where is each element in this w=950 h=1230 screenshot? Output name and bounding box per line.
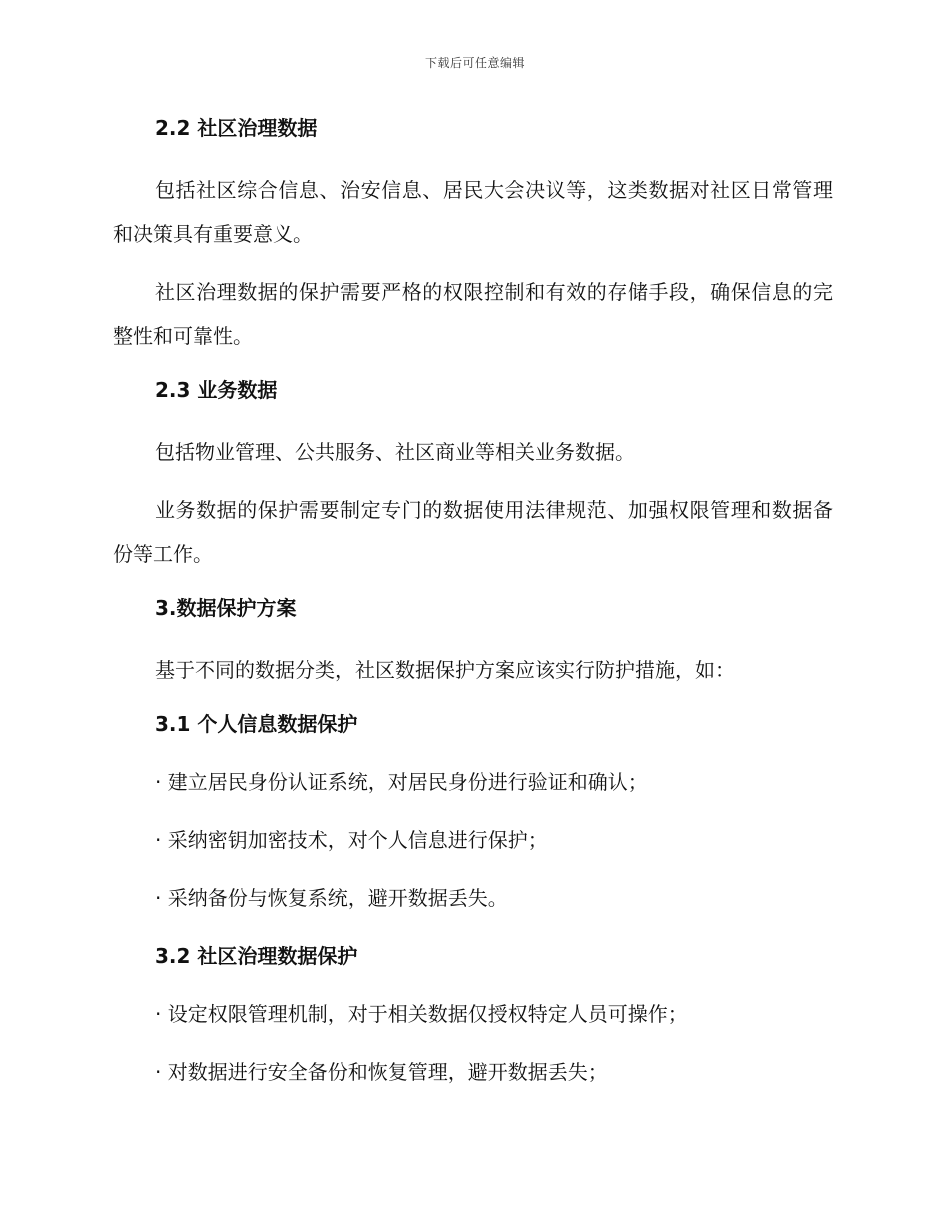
section-heading-2-2: 2.2 社区治理数据 [155, 116, 318, 140]
section-heading-3-2: 3.2 社区治理数据保护 [155, 944, 358, 968]
document-body [113, 110, 833, 1090]
list-item: · 对数据进行安全备份和恢复管理，避开数据丢失； [155, 1060, 608, 1084]
list-item: · 建立居民身份认证系统，对居民身份进行验证和确认； [155, 770, 648, 794]
paragraph: 包括社区综合信息、治安信息、居民大会决议等，这类数据对社区日常管理和决策具有重要意义。 [113, 178, 833, 246]
list-item: · 设定权限管理机制，对于相关数据仅授权特定人员可操作； [155, 1002, 688, 1026]
paragraph: 包括物业管理、公共服务、社区商业等相关业务数据。 [155, 440, 635, 464]
list-item: · 采纳备份与恢复系统，避开数据丢失。 [155, 886, 508, 910]
page-header-note: 下载后可任意编辑 [424, 56, 525, 70]
section-heading-2-3: 2.3 业务数据 [155, 378, 278, 402]
section-heading-3: 3.数据保护方案 [155, 596, 297, 620]
list-item: · 采纳密钥加密技术，对个人信息进行保护； [155, 828, 548, 852]
section-heading-3-1: 3.1 个人信息数据保护 [155, 712, 358, 736]
paragraph: 业务数据的保护需要制定专门的数据使用法律规范、加强权限管理和数据备份等工作。 [113, 498, 833, 566]
paragraph: 基于不同的数据分类，社区数据保护方案应该实行防护措施，如： [155, 658, 735, 682]
paragraph: 社区治理数据的保护需要严格的权限控制和有效的存储手段，确保信息的完整性和可靠性。 [113, 280, 833, 348]
